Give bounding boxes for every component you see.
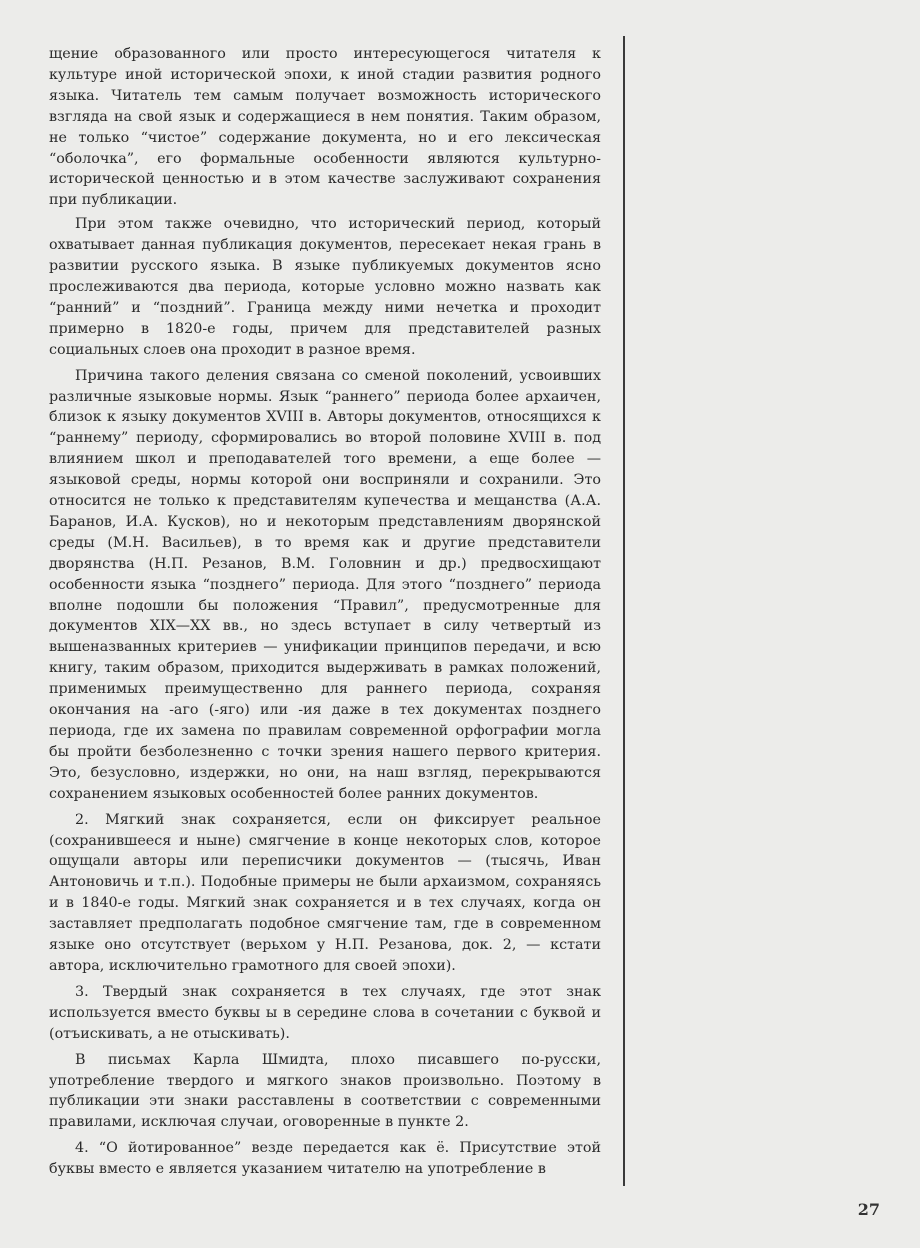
paragraph-schmidt: В письмах Карла Шмидта, плохо писавшего по-русски, употребление твердого и мягкого знаков произвольно. Поэтому в публикации эти знаки расставлены в соответствии с современными правилами, исключая случаи, оговоренные в пункте 2. — [49, 1051, 601, 1131]
paragraph-item-2: 2. Мягкий знак сохраняется, если он фиксирует реальное (сохранившееся и ныне) смягчение в конце некоторых слов, которое ощущали авторы или переписчики документов — (тысячь, Иван Антоновичь и т.п.). Подобные примеры не были архаизмом, сохраняясь и в 1840-е годы. Мягкий знак сохраняется и в тех случаях, когда он заставляет предполагать подобное смягчение там, где в современном языке оно отсутствует (верьхом у Н.П. Резанова, док. 2, — кстати автора, исключительно грамотного для своей эпохи). — [49, 811, 601, 974]
page-body-text — [49, 44, 601, 1192]
paragraph-2: При этом также очевидно, что исторический период, который охватывает данная публикация документов, пересекает некая грань в развитии русского языка. В языке публикуемых документов ясно прослеживаются два периода, которые условно можно назвать как “ранний” и “поздний”. Граница между ними нечетка и проходит примерно в 1820-е годы, причем для представителей разных социальных слоев она проходит в разное время. — [49, 216, 601, 358]
paragraph-1: щение образованного или просто интересующегося читателя к культуре иной исторической эпохи, к иной стадии развития родного языка. Читатель тем самым получает возможность исторического взгляда на свой язык и содержащиеся в нем понятия. Таким образом, не только “чистое” содержание документа, но и его лексическая “оболочка”, его формальные особенности являются культурно-исторической ценностью и в этом качестве заслуживают сохранения при публикации. — [49, 46, 601, 209]
page-number: 27 — [857, 1200, 880, 1219]
paragraph-3: Причина такого деления связана со сменой поколений, усвоивших различные языковые нормы. Язык “раннего” периода более архаичен, близок к языку документов XVIII в. Авторы документов, относящихся к “раннему” периоду, сформировались во второй половине XVIII в. под влиянием школ и преподавателей того времени, а еще более — языковой среды, нормы которой они восприняли и сохранили. Это относится не только к представителям купечества и мещанства (А.А. Баранов, И.А. Кусков), но и некоторым представлениям дворянской среды (М.Н. Васильев), в то время как и другие представители дворянства (Н.П. Резанов, В.М. Головнин и др.) предвосхищают особенности языка “позднего” периода. Для этого “позднего” периода вполне подошли бы положения “Правил”, предусмотренные для документов XIX—XX вв., но здесь вступает в силу четвертый из вышеназванных критериев — унификации принципов передачи, и всю книгу, таким образом, приходится выдерживать в рамках положений, применимых преимущественно для раннего периода, сохраняя окончания на -аго (-яго) или -ия даже в тех документах позднего периода, где их замена по правилам современной орфографии могла бы пройти безболезненно с точки зрения нашего первого критерия. Это, безусловно, издержки, но они, на наш взгляд, перекрываются сохранением языковых особенностей более ранних документов. — [49, 367, 601, 802]
paragraph-item-4: 4. “О йотированное” везде передается как ё. Присутствие этой буквы вместо е является указанием читателю на употребление в — [49, 1140, 601, 1178]
margin-rule — [623, 36, 625, 1186]
paragraph-item-3: 3. Твердый знак сохраняется в тех случаях, где этот знак используется вместо буквы ы в середине слова в сочетании с буквой и (отъискивать, а не отыскивать). — [49, 983, 601, 1042]
